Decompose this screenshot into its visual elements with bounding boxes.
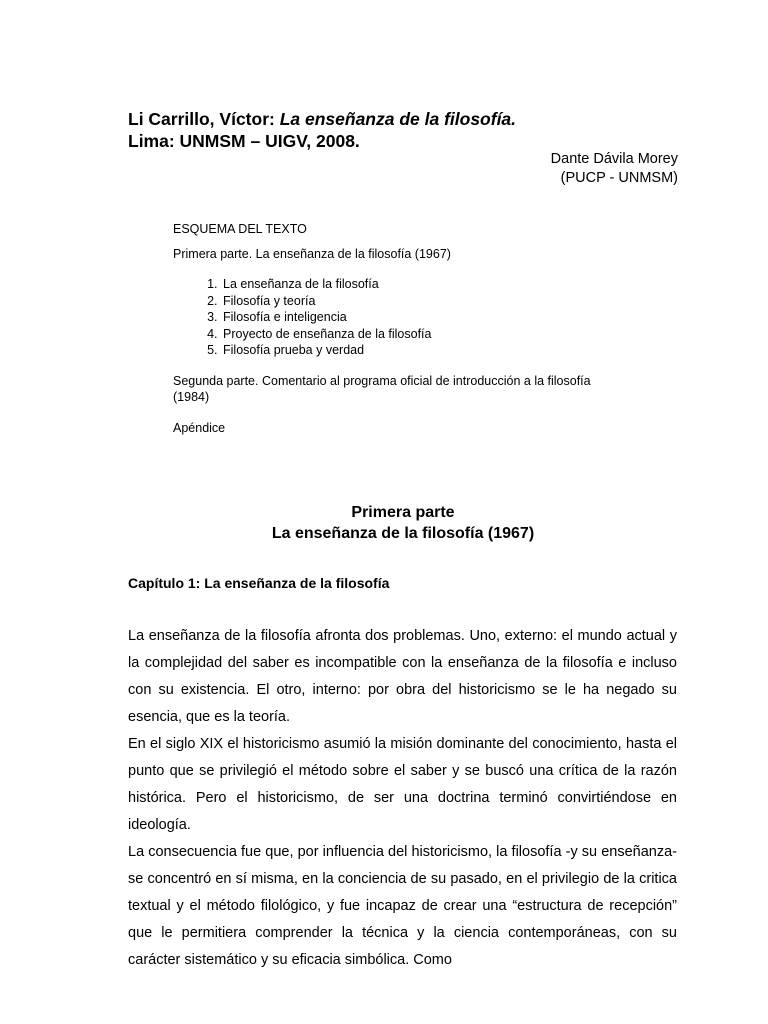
outline-heading: ESQUEMA DEL TEXTO xyxy=(173,222,307,236)
outline-appendix: Apéndice xyxy=(173,420,226,435)
citation-line-1 xyxy=(128,108,688,130)
section-title xyxy=(0,502,768,544)
outline-chapter-list xyxy=(173,276,613,359)
outline-part-2: Segunda parte. Comentario al programa oficial de introducción a la filosofía (1984) xyxy=(173,373,591,404)
outline-chapter-item: 5. Filosofía prueba y verdad xyxy=(221,342,613,359)
text-outline xyxy=(173,221,613,436)
citation-publication: Lima: UNMSM – UIGV, 2008. xyxy=(128,131,360,151)
outline-part-1: Primera parte. La enseñanza de la filosofía (1967) xyxy=(173,246,451,261)
outline-chapter-item: 1. La enseñanza de la filosofía xyxy=(221,276,613,293)
body-paragraph: La enseñanza de la filosofía afronta dos problemas. Uno, externo: el mundo actual y la complejidad del saber es incompatible con la enseñanza de la filosofía e incluso con su existencia. El otro, interno: por obra del historicismo se le ha negado su esencia, que es la teoría. xyxy=(128,628,677,725)
citation-author: Li Carrillo, Víctor: xyxy=(128,109,280,129)
body-paragraph: La consecuencia fue que, por influencia del historicismo, la filosofía -y su enseñanza- se concentró en sí misma, en la conciencia de su pasado, en el privilegio de la critica textual y el método filológico, y fue incapaz de crear una “estructura de recepción” que le permitiera comprender la técnica y la ciencia contemporáneas, con su carácter sistemático y su eficacia simbólica. Como xyxy=(128,844,677,968)
section-title-line-2: La enseñanza de la filosofía (1967) xyxy=(271,525,535,542)
outline-chapter-item: 2. Filosofía y teoría xyxy=(221,293,613,310)
outline-chapter-item: 4. Proyecto de enseñanza de la filosofía xyxy=(221,326,613,343)
citation-book-title: La enseñanza de la filosofía. xyxy=(279,109,517,129)
body-text xyxy=(128,623,677,974)
reviewer-block xyxy=(551,150,678,188)
section-title-line-1: Primera parte xyxy=(351,504,455,521)
chapter-heading: Capítulo 1: La enseñanza de la filosofía xyxy=(128,575,390,591)
reviewer-affiliation: (PUCP - UNMSM) xyxy=(560,170,678,186)
reviewer-name: Dante Dávila Morey xyxy=(550,151,678,167)
body-paragraph: En el siglo XIX el historicismo asumió la misión dominante del conocimiento, hasta el punto que se privilegió el método sobre el saber y se buscó una crítica de la razón histórica. Pero el historicismo, de ser una doctrina terminó convirtiéndose en ideología. xyxy=(128,736,677,833)
outline-chapter-item: 3. Filosofía e inteligencia xyxy=(221,309,613,326)
book-citation xyxy=(128,108,688,152)
